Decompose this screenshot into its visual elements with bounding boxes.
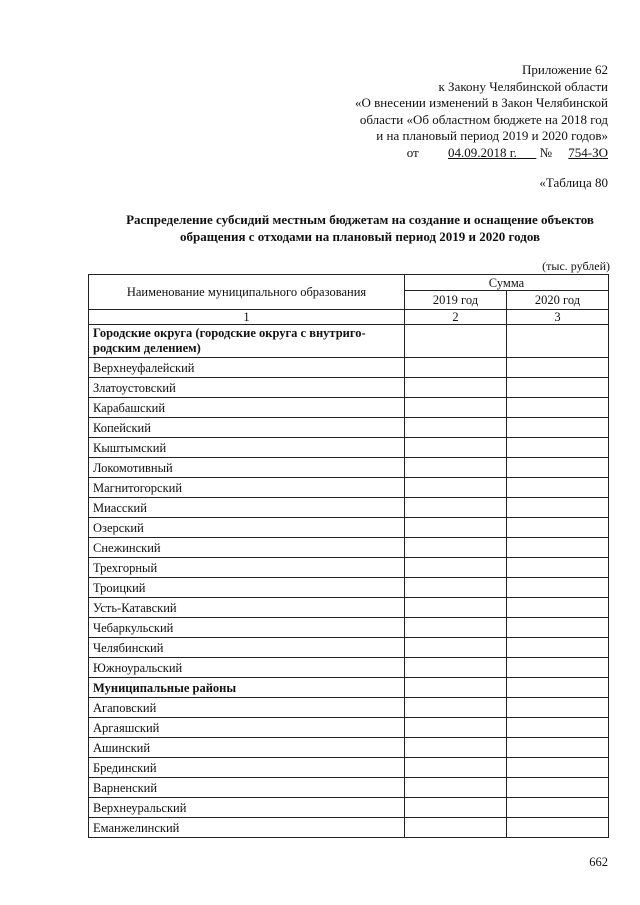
municipality-name: Верхнеуральский — [89, 798, 405, 818]
amount-2019 — [405, 718, 507, 738]
amount-2020 — [507, 558, 609, 578]
table-row — [89, 458, 609, 478]
table-row — [89, 638, 609, 658]
table-row — [89, 358, 609, 378]
amount-2019 — [405, 458, 507, 478]
municipal-districts-rows — [89, 698, 609, 838]
municipality-name: Магнитогорский — [89, 478, 405, 498]
amount-2019 — [405, 518, 507, 538]
table-row — [89, 658, 609, 678]
amount-2019 — [405, 538, 507, 558]
table-row — [89, 738, 609, 758]
law-date-number — [355, 145, 608, 162]
municipality-name: Агаповский — [89, 698, 405, 718]
amount-2020 — [507, 818, 609, 838]
amount-2020 — [507, 698, 609, 718]
amount-2020 — [507, 638, 609, 658]
table-label: «Таблица 80 — [539, 175, 608, 190]
column-numbers-row — [89, 310, 609, 325]
table-row — [89, 578, 609, 598]
table-row — [89, 618, 609, 638]
law-title-line1: «О внесении изменений в Закон Челябинской — [354, 95, 608, 110]
municipality-name: Озерский — [89, 518, 405, 538]
appendix-header — [355, 62, 608, 161]
municipality-name: Кыштымский — [89, 438, 405, 458]
document-title — [80, 212, 640, 245]
table-row — [89, 758, 609, 778]
amount-2019 — [405, 798, 507, 818]
title-line2: обращения с отходами на плановый период 2019 и 2020 годов — [179, 228, 541, 244]
ref-from: от — [406, 144, 419, 160]
table-row — [89, 698, 609, 718]
col-header-sum: Сумма — [405, 275, 609, 291]
municipality-name: Южноуральский — [89, 658, 405, 678]
amount-2020 — [507, 398, 609, 418]
amount-2020 — [507, 578, 609, 598]
municipality-name: Трехгорный — [89, 558, 405, 578]
amount-2019 — [405, 658, 507, 678]
col-header-2019: 2019 год — [405, 291, 507, 310]
amount-2020 — [507, 738, 609, 758]
municipality-name: Копейский — [89, 418, 405, 438]
amount-2020 — [507, 598, 609, 618]
table-row — [89, 538, 609, 558]
amount-2020 — [507, 718, 609, 738]
amount-2020 — [507, 418, 609, 438]
amount-2019 — [405, 358, 507, 378]
municipality-name: Локомотивный — [89, 458, 405, 478]
col-number-1: 1 — [89, 310, 405, 325]
amount-2020 — [507, 498, 609, 518]
table-row — [89, 778, 609, 798]
urban-districts-rows — [89, 358, 609, 678]
amount-2019 — [405, 398, 507, 418]
municipality-name: Миасский — [89, 498, 405, 518]
appendix-number: Приложение 62 — [521, 62, 608, 77]
municipality-name: Челябинский — [89, 638, 405, 658]
table-row — [89, 798, 609, 818]
table-row — [89, 518, 609, 538]
amount-2020 — [507, 658, 609, 678]
title-line1: Распределение субсидий местным бюджетам на создание и оснащение объектов — [126, 212, 594, 227]
table-row — [89, 718, 609, 738]
section-row-urban-districts — [89, 325, 609, 358]
section-title: Муниципальные районы — [89, 678, 405, 698]
amount-2020 — [507, 618, 609, 638]
amount-2019 — [405, 638, 507, 658]
municipality-name: Карабашский — [89, 398, 405, 418]
amount-2019 — [405, 738, 507, 758]
municipality-name: Усть-Катавский — [89, 598, 405, 618]
municipality-name: Златоустовский — [89, 378, 405, 398]
amount-2020 — [507, 518, 609, 538]
municipality-name: Брединский — [89, 758, 405, 778]
amount-2019 — [405, 378, 507, 398]
units-label: (тыс. рублей) — [542, 259, 610, 273]
col-number-3: 3 — [507, 310, 609, 325]
amount-2020 — [507, 758, 609, 778]
municipality-name: Еманжелинский — [89, 818, 405, 838]
amount-2020 — [507, 358, 609, 378]
amount-2019 — [405, 598, 507, 618]
subsidy-table — [88, 274, 609, 838]
amount-2020 — [507, 538, 609, 558]
table-row — [89, 378, 609, 398]
amount-2019 — [405, 478, 507, 498]
table-row — [89, 598, 609, 618]
table-row — [89, 818, 609, 838]
ref-date: 04.09.2018 г. — [447, 144, 517, 160]
law-title-line2: области «Об областном бюджете на 2018 год — [359, 111, 608, 127]
municipality-name: Аргаяшский — [89, 718, 405, 738]
municipality-name: Ашинский — [89, 738, 405, 758]
amount-2019 — [405, 778, 507, 798]
law-title-line3: и на плановый период 2019 и 2020 годов» — [376, 128, 608, 143]
amount-2020 — [507, 378, 609, 398]
col-header-name: Наименование муниципального образования — [89, 275, 405, 310]
ref-number-sign: № — [539, 144, 553, 160]
amount-2019 — [405, 578, 507, 598]
table-row — [89, 438, 609, 458]
municipality-name: Снежинский — [89, 538, 405, 558]
col-number-2: 2 — [405, 310, 507, 325]
amount-2019 — [405, 618, 507, 638]
amount-2020 — [507, 438, 609, 458]
amount-2020 — [507, 778, 609, 798]
municipality-name: Верхнеуфалейский — [89, 358, 405, 378]
table-row — [89, 558, 609, 578]
municipality-name: Чебаркульский — [89, 618, 405, 638]
table-row — [89, 498, 609, 518]
amount-2020 — [507, 458, 609, 478]
table-row — [89, 398, 609, 418]
amount-2019 — [405, 438, 507, 458]
amount-2019 — [405, 558, 507, 578]
amount-2019 — [405, 418, 507, 438]
ref-number: 754-ЗО — [568, 144, 608, 160]
amount-2020 — [507, 478, 609, 498]
law-reference: к Закону Челябинской области — [438, 78, 608, 94]
page-number: 662 — [589, 855, 608, 869]
section-title: Городские округа (городские округа с внутриго- родским делением) — [89, 325, 405, 358]
amount-2019 — [405, 818, 507, 838]
amount-2019 — [405, 698, 507, 718]
amount-2019 — [405, 498, 507, 518]
section-row-municipal-districts — [89, 678, 609, 698]
table-row — [89, 478, 609, 498]
municipality-name: Троицкий — [89, 578, 405, 598]
col-header-2020: 2020 год — [507, 291, 609, 310]
municipality-name: Варненский — [89, 778, 405, 798]
table-row — [89, 418, 609, 438]
amount-2020 — [507, 798, 609, 818]
amount-2019 — [405, 758, 507, 778]
